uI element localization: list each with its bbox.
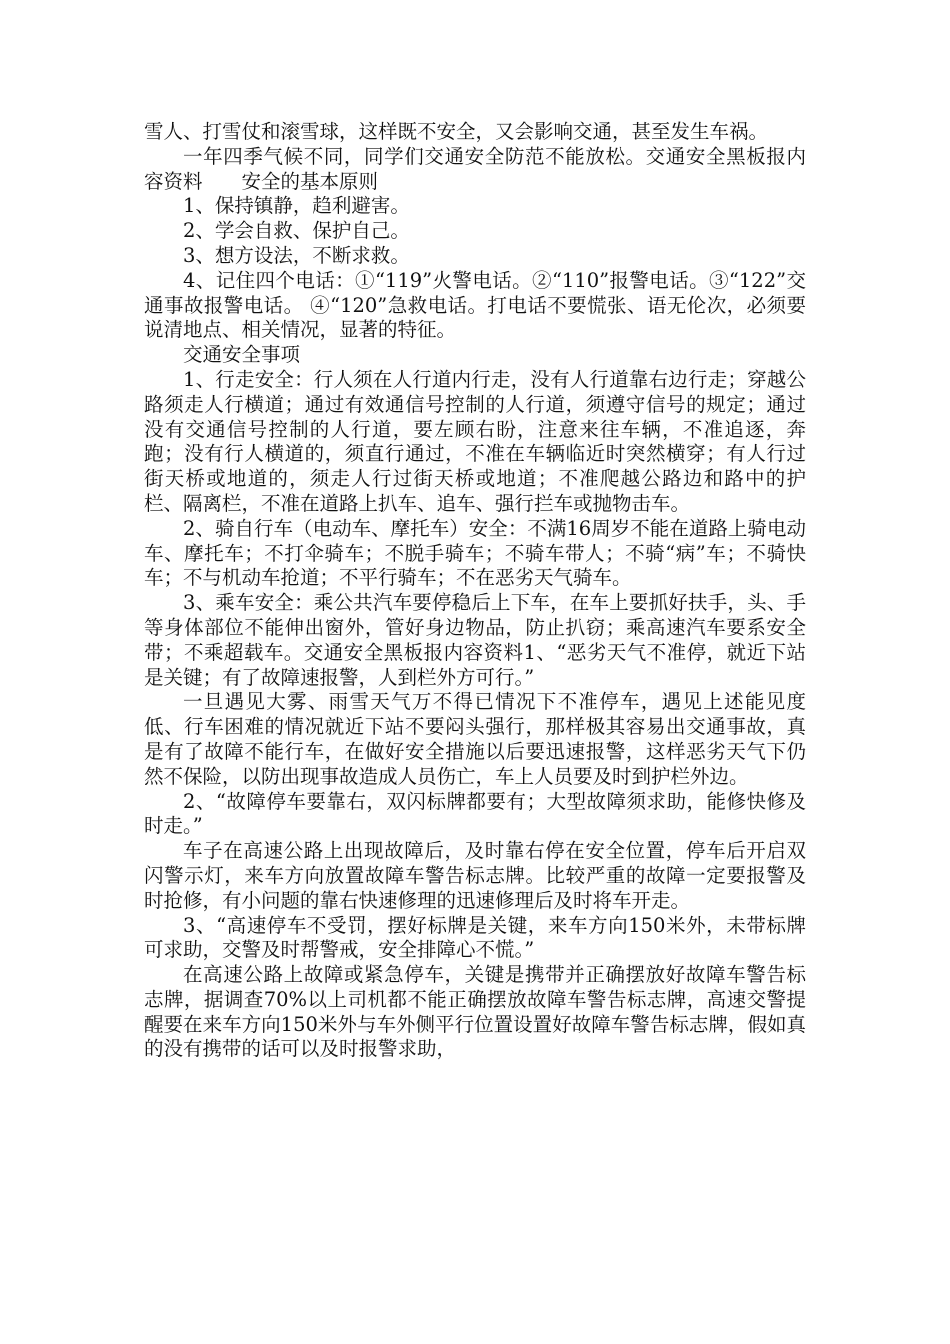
breakdown-rule: 2、“故障停车要靠右，双闪标牌都要有；大型故障须求助，能修快修及时走。” [144, 789, 806, 838]
riding-safety: 3、乘车安全：乘公共汽车要停稳后上下车，在车上要抓好扶手，头、手等身体部位不能伸出窗外，管好身边物品，防止扒窃；乘高速汽车要系安全带；不乘超载车。交通安全黑板报内容资料1、“恶劣天气不准停，就近下站是关键；有了故障速报警，人到栏外方可行。” [144, 591, 806, 689]
paragraph-intro: 一年四季气候不同，同学们交通安全防范不能放松。交通安全黑板报内容资料 安全的基本原则 [144, 144, 806, 193]
principle-2: 2、学会自救、保护自己。 [183, 219, 410, 243]
bad-weather-paragraph: 一旦遇见大雾、雨雪天气万不得已情况下不准停车，遇见上述能见度低、行车困难的情况就近下站不要闷头强行，那样极其容易出交通事故，真是有了故障不能行车，在做好安全措施以后要迅速报警，这样恶劣天气下仍然不保险，以防出现事故造成人员伤亡，车上人员要及时到护栏外边。 [144, 690, 806, 788]
principle-3: 3、想方设法，不断求救。 [183, 243, 410, 267]
breakdown-paragraph: 车子在高速公路上出现故障后，及时靠右停在安全位置，停车后开启双闪警示灯，来车方向放置故障车警告标志牌。比较严重的故障一定要报警及时抢修，有小问题的靠右快速修理的迅速修理后及时将车开走。 [144, 839, 806, 912]
highway-stop-rule: 3、“高速停车不受罚，摆好标牌是关键，来车方向150米外，未带标牌可求助，交警及时帮警戒，安全排障心不慌。” [144, 913, 806, 962]
principle-4-phone-numbers: 4、记住四个电话：①“119”火警电话。②“110”报警电话。③“122”交通事故报警电话。 ④“120”急救电话。打电话不要慌张、语无伦次，必须要说清地点、相关情况，显著的特征。 [144, 268, 806, 342]
walking-safety: 1、行走安全：行人须在人行道内行走，没有人行道靠右边行走；穿越公路须走人行横道；通过有效通信号控制的人行道，须遵守信号的规定；通过没有交通信号控制的人行道，要左顾右盼，注意来往车辆，不准追逐，奔跑；没有行人横道的，须直行通过，不准在车辆临近时突然横穿；有人行过街天桥或地道的，须走人行过街天桥或地道；不准爬越公路边和路中的护栏、隔离栏，不准在道路上扒车、追车、强行拦车或抛物击车。 [144, 367, 806, 515]
warning-sign-paragraph: 在高速公路上故障或紧急停车，关键是携带并正确摆放好故障车警告标志牌，据调查70%以上司机都不能正确摆放故障车警告标志牌，高速交警提醒要在来车方向150米外与车外侧平行位置设置好故障车警告标志牌，假如真的没有携带的话可以及时报警求助， [144, 963, 806, 1061]
cycling-safety: 2、骑自行车（电动车、摩托车）安全：不满16周岁不能在道路上骑电动车、摩托车；不打伞骑车；不脱手骑车；不骑车带人；不骑“病”车；不骑快车；不与机动车抢道；不平行骑车；不在恶劣天气骑车。 [144, 516, 806, 590]
document-page [144, 120, 806, 1062]
principle-1: 1、保持镇静，趋利避害。 [183, 194, 410, 218]
paragraph-continuation: 雪人、打雪仗和滚雪球，这样既不安全，又会影响交通，甚至发生车祸。 [144, 120, 769, 143]
section-heading-traffic-safety: 交通安全事项 [183, 343, 301, 367]
